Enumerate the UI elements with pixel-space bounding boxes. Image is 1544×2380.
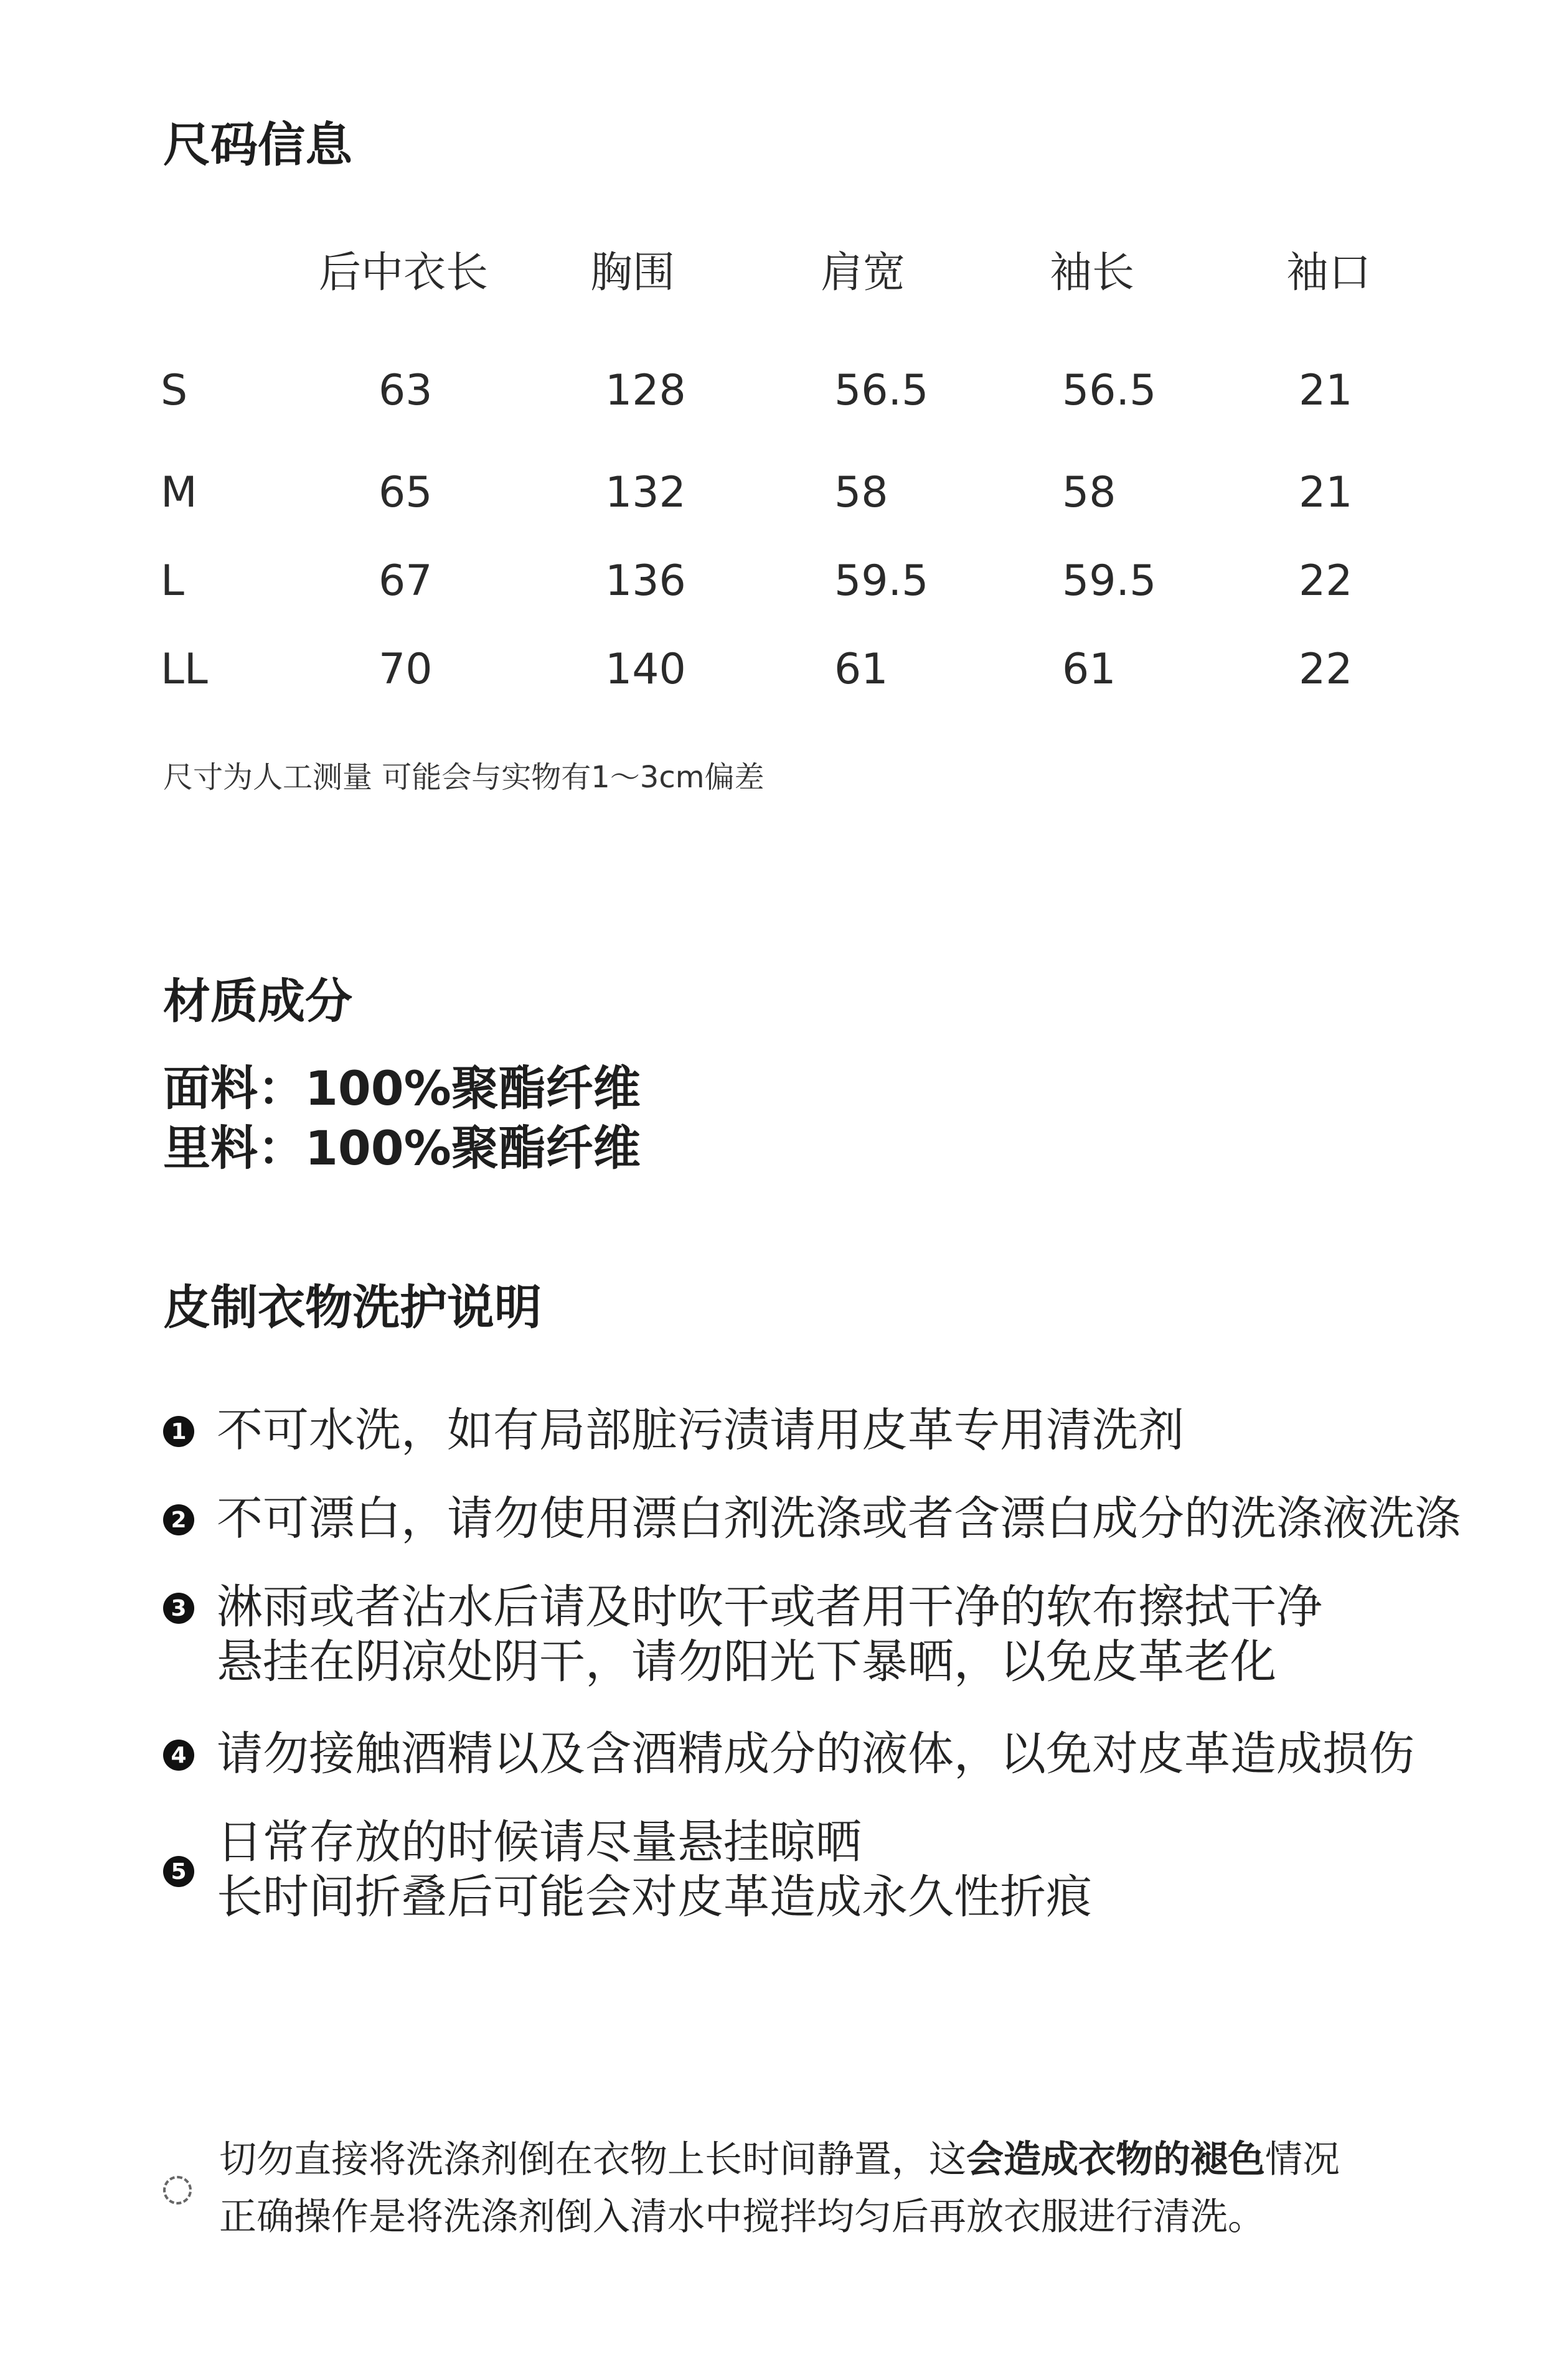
column-header-length: 后中衣长 — [319, 248, 489, 298]
table-cell: 21 — [1299, 366, 1353, 415]
tip-text: 切勿直接将洗涤剂倒在衣物上长时间静置，这 — [219, 2138, 966, 2181]
material-lining: 里料：100%聚酯纤维 — [163, 1120, 641, 1176]
care-item-2 — [217, 1491, 1461, 1546]
number-4-icon: 4 — [163, 1740, 194, 1771]
table-cell: 56.5 — [834, 366, 929, 415]
care-item-5 — [217, 1815, 1092, 1924]
care-item-1 — [217, 1403, 1184, 1458]
table-cell: 70 — [379, 645, 433, 694]
size-label-ll: LL — [161, 645, 208, 694]
number-5-icon: 5 — [163, 1856, 194, 1887]
column-header-chest: 胸围 — [590, 248, 676, 298]
number-2-icon: 2 — [163, 1504, 194, 1535]
table-cell: 22 — [1299, 556, 1353, 606]
table-cell: 61 — [1062, 645, 1116, 694]
table-cell: 63 — [379, 366, 433, 415]
column-header-sleeve-length: 袖长 — [1050, 248, 1135, 298]
loading-circle-icon — [163, 2176, 192, 2204]
size-label-l: L — [161, 556, 184, 606]
table-cell: 58 — [834, 468, 888, 517]
table-cell: 56.5 — [1062, 366, 1157, 415]
tip-emphasis: 会造成衣物的褪色 — [966, 2138, 1265, 2181]
table-cell: 59.5 — [834, 556, 929, 606]
care-item-3 — [217, 1580, 1322, 1689]
column-header-shoulder: 肩宽 — [821, 248, 906, 298]
column-header-cuff: 袖口 — [1286, 248, 1372, 298]
washing-tip — [219, 2131, 1340, 2246]
size-section-title: 尺码信息 — [163, 117, 352, 172]
tip-line-2: 正确操作是将洗涤剂倒入清水中搅拌均匀后再放衣服进行清洗。 — [219, 2195, 1265, 2239]
list-item: 不可水洗，如有局部脏污渍请用皮革专用清洗剂 — [217, 1403, 1184, 1457]
table-cell: 61 — [834, 645, 888, 694]
size-label-m: M — [161, 468, 197, 517]
table-cell: 136 — [605, 556, 686, 606]
table-cell: 132 — [605, 468, 686, 517]
table-cell: 128 — [605, 366, 686, 415]
list-item: 淋雨或者沾水后请及时吹干或者用干净的软布擦拭干净 — [217, 1580, 1322, 1634]
table-cell: 65 — [379, 468, 433, 517]
number-1-icon: 1 — [163, 1416, 194, 1447]
table-cell: 59.5 — [1062, 556, 1157, 606]
table-cell: 58 — [1062, 468, 1116, 517]
list-item: 悬挂在阴凉处阴干，请勿阳光下暴晒，以免皮革老化 — [217, 1635, 1276, 1689]
size-label-s: S — [161, 366, 188, 415]
care-item-4 — [217, 1726, 1415, 1781]
material-outer: 面料：100%聚酯纤维 — [163, 1061, 641, 1116]
table-cell: 67 — [379, 556, 433, 606]
material-section-title: 材质成分 — [163, 973, 352, 1029]
table-cell: 140 — [605, 645, 686, 694]
measurement-note: 尺寸为人工测量 可能会与实物有1～3cm偏差 — [163, 760, 765, 795]
table-cell: 22 — [1299, 645, 1353, 694]
tip-text: 情况 — [1265, 2138, 1340, 2181]
number-3-icon: 3 — [163, 1593, 194, 1624]
list-item: 请勿接触酒精以及含酒精成分的液体，以免对皮革造成损伤 — [217, 1727, 1415, 1781]
list-item: 长时间折叠后可能会对皮革造成永久性折痕 — [217, 1870, 1092, 1924]
list-item: 日常存放的时候请尽量悬挂晾晒 — [217, 1815, 862, 1869]
list-item: 不可漂白，请勿使用漂白剂洗涤或者含漂白成分的洗涤液洗涤 — [217, 1492, 1461, 1545]
care-section-title: 皮制衣物洗护说明 — [163, 1280, 542, 1335]
table-cell: 21 — [1299, 468, 1353, 517]
tip-line-1 — [219, 2131, 1340, 2188]
